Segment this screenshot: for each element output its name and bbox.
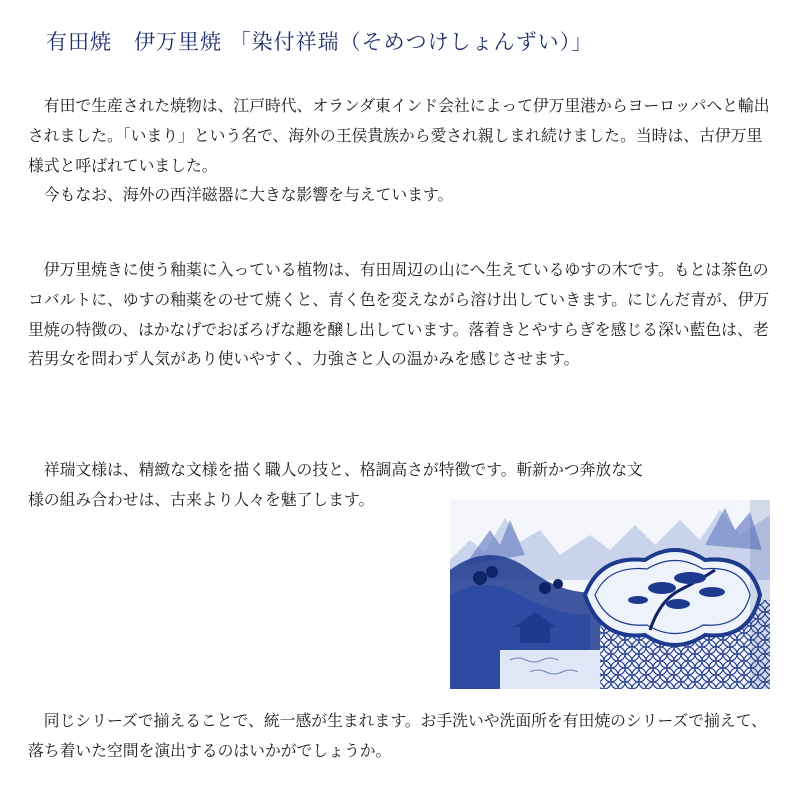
- intro-text: 有田で生産された焼物は、江戸時代、オランダ東インド会社によって伊万里港からヨーロッパへと輸出されました。「いまり」という名で、海外の王侯貴族から愛され親しまれ続けました。当時は、古伊万里様式と呼ばれていました。: [28, 96, 770, 175]
- glaze-text: 伊万里焼きに使う釉薬に入っている植物は、有田周辺の山にへ生えているゆすの木です。もとは茶色のコバルトに、ゆすの釉薬をのせて焼くと、青く色を変えながら溶け出していきます。にじんだ青が、伊万里焼の特徴の、はかなげでおぼろげな趣を醸し出しています。落着きとやすらぎを感じる深い藍色は、老若男女を問わず人気があり使いやすく、力強さと人の温かみを感じさせます。: [28, 260, 770, 369]
- page-title: 有田焼 伊万里焼 「染付祥瑞（そめつけしょんずい）」: [46, 30, 594, 54]
- shonzui-paragraph: [28, 455, 643, 515]
- shonzui-text-line2: 様の組み合わせは、古来より人々を魅了します。: [28, 489, 375, 509]
- intro-text-continued: 今もなお、海外の西洋磁器に大きな影響を与えています。: [43, 185, 454, 205]
- sometsuke-pattern-image: [450, 500, 770, 689]
- glaze-paragraph: [28, 255, 774, 374]
- shonzui-text-line1: 祥瑞文様は、精緻な文様を描く職人の技と、格調高さが特徴です。斬新かつ奔放な文: [43, 460, 643, 479]
- intro-paragraph: [28, 91, 774, 210]
- closing-paragraph: [28, 706, 774, 766]
- closing-text: 同じシリーズで揃えることで、統一感が生まれます。お手洗いや洗面所を有田焼のシリーズで揃えて、落ち着いた空間を演出するのはいかがでしょうか。: [28, 711, 767, 760]
